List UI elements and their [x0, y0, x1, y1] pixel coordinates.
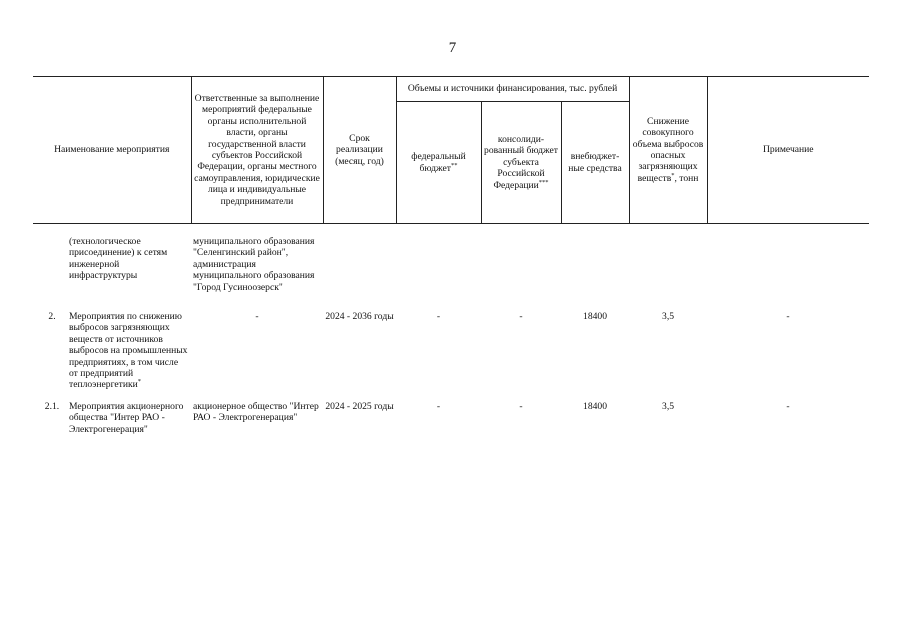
header-finance-group: Объемы и источники финансирования, тыс. рублей — [396, 77, 629, 102]
row-cell-name — [33, 401, 191, 435]
header-reduction-mark: * — [671, 171, 675, 179]
row-name: (технологическое присоединение) к сетям инженерной инфраструктуры — [69, 236, 168, 282]
row-num — [35, 236, 69, 282]
table-row — [33, 234, 869, 311]
row-term — [323, 234, 396, 311]
header-regional — [481, 102, 561, 224]
row-regional: - — [519, 400, 523, 412]
row-responsible: муниципального образования "Селенгинский район", администрация муниципального образования "Город Гусиноозерск" — [193, 236, 315, 293]
header-term: Срок реализации (месяц, год) — [323, 77, 396, 224]
row-name-wrap — [69, 311, 189, 391]
row-term: 2024 - 2036 годы — [325, 311, 394, 323]
header-federal-mark: ** — [450, 161, 458, 169]
row-term: 2024 - 2025 годы — [325, 400, 394, 412]
row-cell-name — [33, 234, 191, 311]
row-note: - — [786, 311, 790, 323]
row-name: Мероприятия акционерного общества "Интер РАО - Электрогенерация" — [69, 400, 184, 435]
table-row — [33, 401, 869, 435]
row-reduction: 3,5 — [662, 311, 675, 323]
page-number: 7 — [448, 40, 457, 56]
measures-table — [33, 76, 869, 435]
header-reduction-unit: , тонн — [674, 172, 699, 184]
header-extrabudget: внебюджет-ные средства — [561, 102, 629, 224]
header-federal — [396, 102, 481, 224]
row-extrabudget: 18400 — [583, 400, 607, 412]
header-reduction-text: Снижение совокупного объема выбросов опасных загрязняющих веществ — [632, 115, 704, 184]
row-reduction: 3,5 — [662, 400, 675, 412]
row-extrabudget — [561, 234, 629, 311]
header-responsible: Ответственные за выполнение мероприятий федеральные органы исполнительной власти, органы государственной власти субъектов Российской Федерации, органы местного самоуправления, юридические лица и индивидуальные предприниматели — [191, 77, 323, 224]
row-responsible: - — [255, 311, 259, 323]
header-regional-mark: *** — [538, 178, 549, 186]
row-federal — [396, 234, 481, 311]
table-row — [33, 311, 869, 401]
header-name: Наименование мероприятия — [33, 77, 191, 224]
row-federal: - — [436, 311, 441, 323]
row-note: - — [786, 400, 790, 412]
row-reduction — [629, 234, 707, 311]
row-note — [707, 234, 869, 311]
row-name-mark: * — [137, 378, 142, 386]
row-num: 2.1. — [44, 400, 60, 412]
row-num: 2. — [48, 311, 56, 323]
header-federal-text: федеральный бюджет — [411, 151, 466, 174]
row-extrabudget: 18400 — [583, 311, 607, 323]
row-federal: - — [436, 400, 441, 412]
row-regional — [481, 234, 561, 311]
row-cell-name — [33, 311, 191, 401]
header-regional-text: консолиди-рованный бюджет субъекта Российской Федерации — [484, 133, 558, 191]
row-regional: - — [519, 311, 523, 323]
header-note: Примечание — [707, 77, 869, 224]
header-reduction — [629, 77, 707, 224]
row-name: Мероприятия по снижению выбросов загрязняющих веществ от источников выбросов на промышленных предприятиях, в том числе от предприятий теплоэнергетики — [69, 311, 188, 391]
row-responsible: акционерное общество "Интер РАО - Электрогенерация" — [193, 400, 319, 424]
